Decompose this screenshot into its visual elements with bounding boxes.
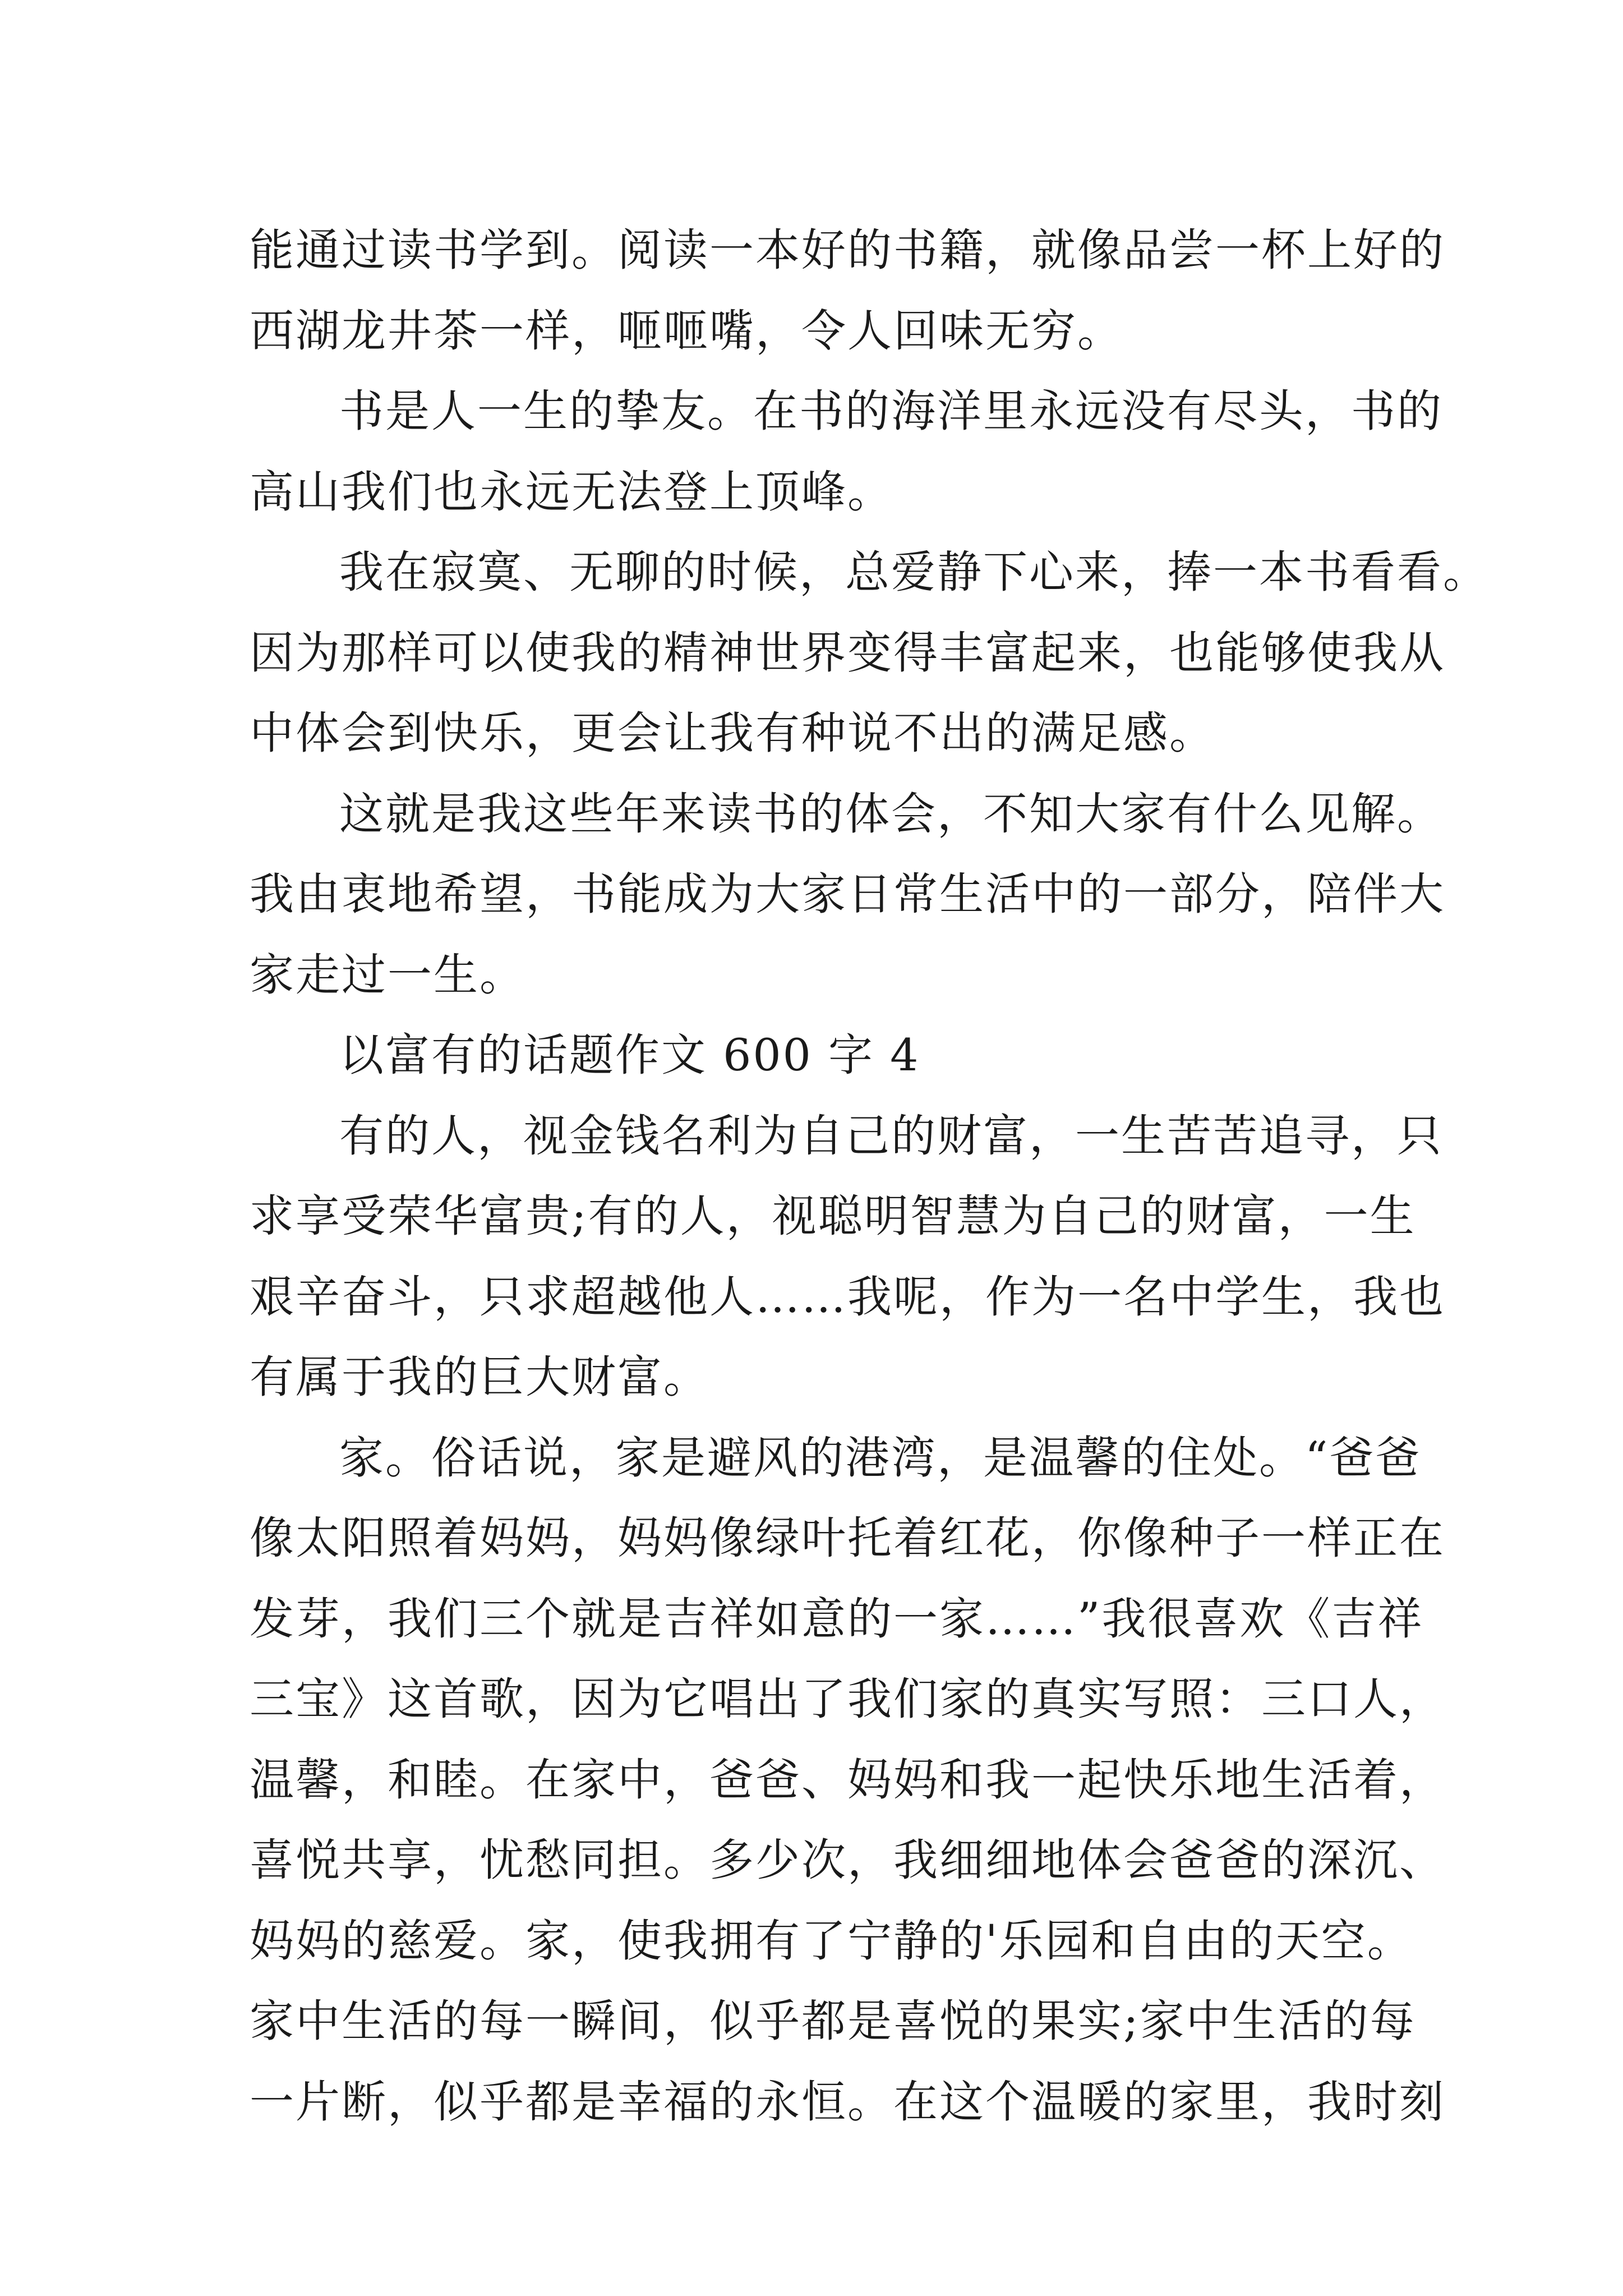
text-line: 妈妈的慈爱。家，使我拥有了宁静的'乐园和自由的天空。 xyxy=(250,1915,1413,1967)
section-heading: 以富有的话题作文 600 字 4 xyxy=(339,1029,920,1081)
text-line: 书是人一生的挚友。在书的海洋里永远没有尽头，书的 xyxy=(339,385,1443,437)
text-line: 求享受荣华富贵;有的人，视聪明智慧为自己的财富，一生 xyxy=(250,1190,1416,1242)
text-line: 西湖龙井茶一样，咂咂嘴，令人回味无穷。 xyxy=(250,305,1123,357)
text-line: 因为那样可以使我的精神世界变得丰富起来，也能够使我从 xyxy=(250,627,1445,679)
text-line: 家中生活的每一瞬间，似乎都是喜悦的果实;家中生活的每 xyxy=(250,1995,1416,2047)
text-line: 我由衷地希望，书能成为大家日常生活中的一部分，陪伴大 xyxy=(250,868,1445,920)
text-line: 我在寂寞、无聊的时候，总爱静下心来，捧一本书看看。 xyxy=(339,546,1489,598)
text-line: 有属于我的巨大财富。 xyxy=(250,1351,709,1403)
text-line: 一片断，似乎都是幸福的永恒。在这个温暖的家里，我时刻 xyxy=(250,2076,1445,2128)
text-line: 喜悦共享，忧愁同担。多少次，我细细地体会爸爸的深沉、 xyxy=(250,1834,1445,1886)
text-line: 像太阳照着妈妈，妈妈像绿叶托着红花，你像种子一样正在 xyxy=(250,1512,1445,1564)
text-line: 中体会到快乐，更会让我有种说不出的满足感。 xyxy=(250,707,1215,759)
text-line: 家。俗话说，家是避风的港湾，是温馨的住处。“爸爸 xyxy=(339,1432,1422,1484)
body-text xyxy=(250,210,1489,2142)
text-line: 高山我们也永远无法登上顶峰。 xyxy=(250,466,893,518)
text-line: 温馨，和睦。在家中，爸爸、妈妈和我一起快乐地生活着， xyxy=(250,1754,1445,1806)
text-line: 能通过读书学到。阅读一本好的书籍，就像品尝一杯上好的 xyxy=(250,224,1445,276)
text-line: 三宝》这首歌，因为它唱出了我们家的真实写照：三口人， xyxy=(250,1673,1445,1725)
text-line: 家走过一生。 xyxy=(250,949,525,1001)
text-line: 艰辛奋斗，只求超越他人……我呢，作为一名中学生，我也 xyxy=(250,1271,1445,1323)
text-line: 有的人，视金钱名利为自己的财富，一生苦苦追寻，只 xyxy=(339,1110,1443,1162)
text-line: 发芽，我们三个就是吉祥如意的一家……”我很喜欢《吉祥 xyxy=(250,1593,1424,1645)
text-line: 这就是我这些年来读书的体会，不知大家有什么见解。 xyxy=(339,788,1443,840)
